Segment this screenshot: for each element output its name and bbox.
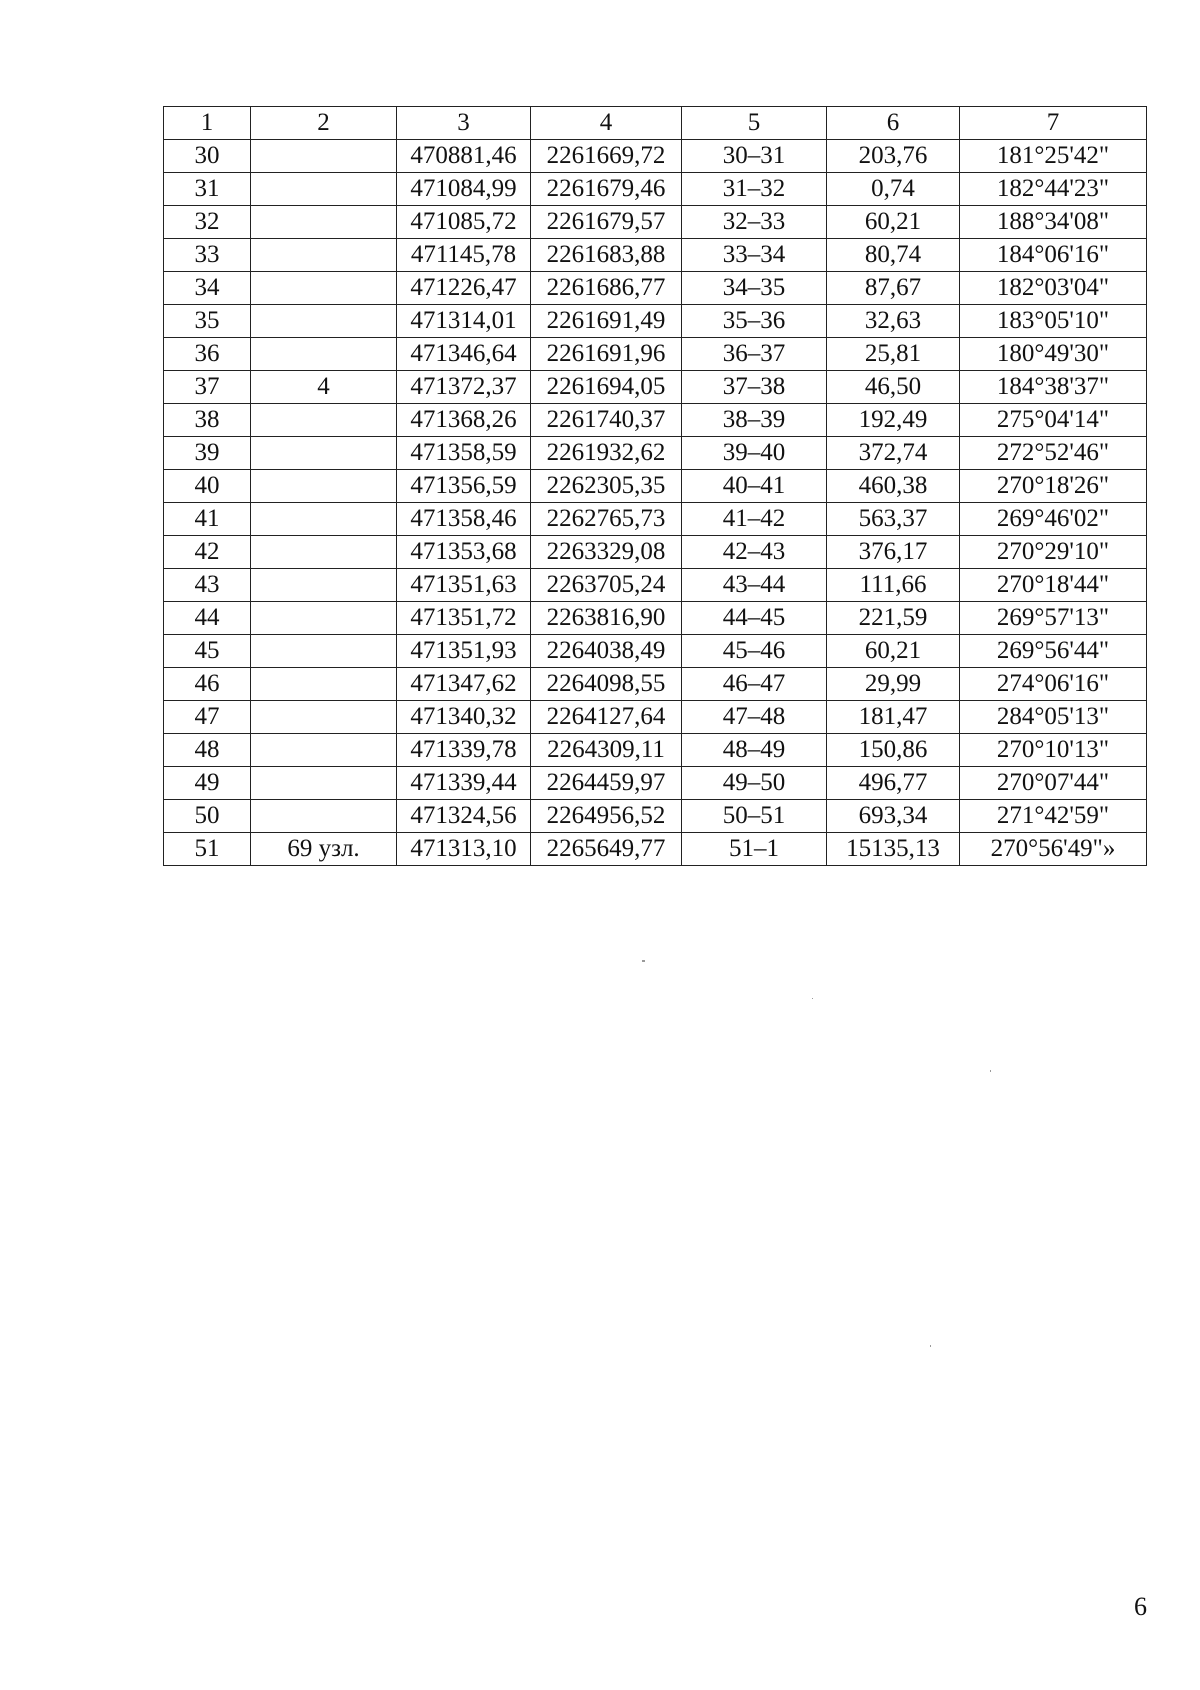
table-cell: 269°56'44" — [960, 635, 1147, 668]
table-cell: 31–32 — [682, 173, 827, 206]
table-cell: 48 — [164, 734, 251, 767]
table-cell: 471346,64 — [397, 338, 531, 371]
table-cell: 41 — [164, 503, 251, 536]
table-cell: 2261740,37 — [531, 404, 682, 437]
table-cell: 2263329,08 — [531, 536, 682, 569]
header-cell: 7 — [960, 107, 1147, 140]
table-cell: 183°05'10" — [960, 305, 1147, 338]
table-row — [164, 734, 1147, 767]
table-cell: 30–31 — [682, 140, 827, 173]
table-row — [164, 668, 1147, 701]
table-cell: 2261683,88 — [531, 239, 682, 272]
table-cell: 2261669,72 — [531, 140, 682, 173]
table-cell: 25,81 — [827, 338, 960, 371]
table-cell: 181,47 — [827, 701, 960, 734]
table-cell: 80,74 — [827, 239, 960, 272]
table-cell — [251, 536, 397, 569]
table-cell: 42 — [164, 536, 251, 569]
table-cell: 111,66 — [827, 569, 960, 602]
table-cell: 4 — [251, 371, 397, 404]
table-cell: 42–43 — [682, 536, 827, 569]
table-cell: 471347,62 — [397, 668, 531, 701]
table-cell: 50–51 — [682, 800, 827, 833]
table-cell: 471226,47 — [397, 272, 531, 305]
table-cell: 471351,63 — [397, 569, 531, 602]
table-cell: 471340,32 — [397, 701, 531, 734]
table-cell: 2264127,64 — [531, 701, 682, 734]
table-cell: 2261679,46 — [531, 173, 682, 206]
table-cell: 33 — [164, 239, 251, 272]
table-cell: 87,67 — [827, 272, 960, 305]
table-cell: 32,63 — [827, 305, 960, 338]
table-cell: 460,38 — [827, 470, 960, 503]
table-cell: 40 — [164, 470, 251, 503]
table-cell: 43 — [164, 569, 251, 602]
table-cell — [251, 404, 397, 437]
table-cell — [251, 206, 397, 239]
table-row — [164, 371, 1147, 404]
table-cell: 188°34'08" — [960, 206, 1147, 239]
table-row — [164, 767, 1147, 800]
table-row — [164, 470, 1147, 503]
table-cell — [251, 272, 397, 305]
table-row — [164, 173, 1147, 206]
table-cell: 184°06'16" — [960, 239, 1147, 272]
table-cell — [251, 140, 397, 173]
table-cell: 2264038,49 — [531, 635, 682, 668]
table-cell: 49–50 — [682, 767, 827, 800]
table-cell: 38–39 — [682, 404, 827, 437]
table-cell — [251, 338, 397, 371]
table-cell: 192,49 — [827, 404, 960, 437]
table-row — [164, 338, 1147, 371]
table-cell — [251, 470, 397, 503]
table-cell: 270°10'13" — [960, 734, 1147, 767]
table-cell: 15135,13 — [827, 833, 960, 866]
table-cell: 2261691,49 — [531, 305, 682, 338]
table-cell: 471339,78 — [397, 734, 531, 767]
table-cell: 46–47 — [682, 668, 827, 701]
table-cell: 269°57'13" — [960, 602, 1147, 635]
table-cell: 41–42 — [682, 503, 827, 536]
table-cell — [251, 569, 397, 602]
table-cell: 36 — [164, 338, 251, 371]
table-cell — [251, 437, 397, 470]
table-cell: 45–46 — [682, 635, 827, 668]
table-cell: 36–37 — [682, 338, 827, 371]
table-cell: 48–49 — [682, 734, 827, 767]
table-cell: 563,37 — [827, 503, 960, 536]
table-cell: 471084,99 — [397, 173, 531, 206]
table-row — [164, 140, 1147, 173]
table-cell: 471358,59 — [397, 437, 531, 470]
table-cell: 2263816,90 — [531, 602, 682, 635]
table-cell: 32 — [164, 206, 251, 239]
header-cell: 3 — [397, 107, 531, 140]
header-cell: 1 — [164, 107, 251, 140]
table-cell — [251, 503, 397, 536]
table-cell — [251, 602, 397, 635]
table-cell: 44–45 — [682, 602, 827, 635]
table-cell: 44 — [164, 602, 251, 635]
table-cell: 376,17 — [827, 536, 960, 569]
table-cell: 2262305,35 — [531, 470, 682, 503]
table-cell: 2264309,11 — [531, 734, 682, 767]
table-cell: 274°06'16" — [960, 668, 1147, 701]
table-cell: 182°03'04" — [960, 272, 1147, 305]
table-cell: 284°05'13" — [960, 701, 1147, 734]
table-cell: 270°56'49"» — [960, 833, 1147, 866]
table-row — [164, 701, 1147, 734]
page-number: 6 — [1134, 1592, 1147, 1621]
table-cell: 2264459,97 — [531, 767, 682, 800]
table-cell: 45 — [164, 635, 251, 668]
table-cell: 37–38 — [682, 371, 827, 404]
table-cell: 2261932,62 — [531, 437, 682, 470]
table-cell: 181°25'42" — [960, 140, 1147, 173]
table-cell — [251, 173, 397, 206]
scan-speck — [990, 1070, 991, 1072]
table-cell: 35 — [164, 305, 251, 338]
table-row — [164, 272, 1147, 305]
table-cell: 271°42'59" — [960, 800, 1147, 833]
table-cell: 60,21 — [827, 206, 960, 239]
table-cell — [251, 239, 397, 272]
table-cell — [251, 305, 397, 338]
table-cell: 49 — [164, 767, 251, 800]
table-cell: 30 — [164, 140, 251, 173]
table-cell: 51 — [164, 833, 251, 866]
table-row — [164, 503, 1147, 536]
table-cell: 270°18'26" — [960, 470, 1147, 503]
scan-speck — [930, 1345, 931, 1347]
table-cell: 43–44 — [682, 569, 827, 602]
scan-speck — [642, 960, 645, 962]
table-cell: 372,74 — [827, 437, 960, 470]
table-cell: 275°04'14" — [960, 404, 1147, 437]
table-cell: 2261694,05 — [531, 371, 682, 404]
table-row — [164, 239, 1147, 272]
table-cell: 471368,26 — [397, 404, 531, 437]
table-cell: 471372,37 — [397, 371, 531, 404]
table-cell: 33–34 — [682, 239, 827, 272]
table-cell: 60,21 — [827, 635, 960, 668]
table-cell: 29,99 — [827, 668, 960, 701]
table-row — [164, 833, 1147, 866]
table-cell: 37 — [164, 371, 251, 404]
header-cell: 2 — [251, 107, 397, 140]
table-cell — [251, 734, 397, 767]
table-row — [164, 404, 1147, 437]
table-cell: 39–40 — [682, 437, 827, 470]
table-cell — [251, 635, 397, 668]
table-cell: 32–33 — [682, 206, 827, 239]
header-row — [164, 107, 1147, 140]
table-cell: 46,50 — [827, 371, 960, 404]
coordinates-table — [163, 106, 1147, 866]
table-cell: 150,86 — [827, 734, 960, 767]
table-cell: 0,74 — [827, 173, 960, 206]
table-cell: 2263705,24 — [531, 569, 682, 602]
table-cell: 2264098,55 — [531, 668, 682, 701]
table-cell: 471339,44 — [397, 767, 531, 800]
header-cell: 5 — [682, 107, 827, 140]
table-cell: 471313,10 — [397, 833, 531, 866]
table-cell: 50 — [164, 800, 251, 833]
table-cell: 471353,68 — [397, 536, 531, 569]
table-cell: 47 — [164, 701, 251, 734]
table-row — [164, 206, 1147, 239]
table-cell: 269°46'02" — [960, 503, 1147, 536]
table-cell: 221,59 — [827, 602, 960, 635]
table-cell: 471085,72 — [397, 206, 531, 239]
table-cell: 471356,59 — [397, 470, 531, 503]
scan-speck — [812, 998, 813, 999]
table-cell: 47–48 — [682, 701, 827, 734]
table-cell: 69 узл. — [251, 833, 397, 866]
table-row — [164, 635, 1147, 668]
table-cell: 38 — [164, 404, 251, 437]
table-cell: 2262765,73 — [531, 503, 682, 536]
table-row — [164, 305, 1147, 338]
table-row — [164, 536, 1147, 569]
table-cell: 470881,46 — [397, 140, 531, 173]
table-row — [164, 437, 1147, 470]
table-cell: 35–36 — [682, 305, 827, 338]
table-cell: 51–1 — [682, 833, 827, 866]
table-row — [164, 602, 1147, 635]
table-cell: 693,34 — [827, 800, 960, 833]
table-cell: 471351,72 — [397, 602, 531, 635]
table-cell: 2261691,96 — [531, 338, 682, 371]
table-cell: 471324,56 — [397, 800, 531, 833]
table-cell: 180°49'30" — [960, 338, 1147, 371]
table-cell: 46 — [164, 668, 251, 701]
table-cell — [251, 767, 397, 800]
table-cell: 2261679,57 — [531, 206, 682, 239]
table-cell: 31 — [164, 173, 251, 206]
table-cell — [251, 668, 397, 701]
table-cell — [251, 701, 397, 734]
table-cell: 39 — [164, 437, 251, 470]
table-cell: 270°07'44" — [960, 767, 1147, 800]
table-cell: 2261686,77 — [531, 272, 682, 305]
table-cell: 496,77 — [827, 767, 960, 800]
table-cell: 471358,46 — [397, 503, 531, 536]
table-cell: 2265649,77 — [531, 833, 682, 866]
table-row — [164, 800, 1147, 833]
table-cell — [251, 800, 397, 833]
header-cell: 4 — [531, 107, 682, 140]
table-cell: 270°18'44" — [960, 569, 1147, 602]
table-row — [164, 569, 1147, 602]
table-cell: 2264956,52 — [531, 800, 682, 833]
table-cell: 184°38'37" — [960, 371, 1147, 404]
table-cell: 270°29'10" — [960, 536, 1147, 569]
table-cell: 34 — [164, 272, 251, 305]
table-cell: 272°52'46" — [960, 437, 1147, 470]
table-cell: 40–41 — [682, 470, 827, 503]
table-cell: 471314,01 — [397, 305, 531, 338]
table-cell: 471351,93 — [397, 635, 531, 668]
table-cell: 203,76 — [827, 140, 960, 173]
table-cell: 34–35 — [682, 272, 827, 305]
table-cell: 182°44'23" — [960, 173, 1147, 206]
table-cell: 471145,78 — [397, 239, 531, 272]
header-cell: 6 — [827, 107, 960, 140]
